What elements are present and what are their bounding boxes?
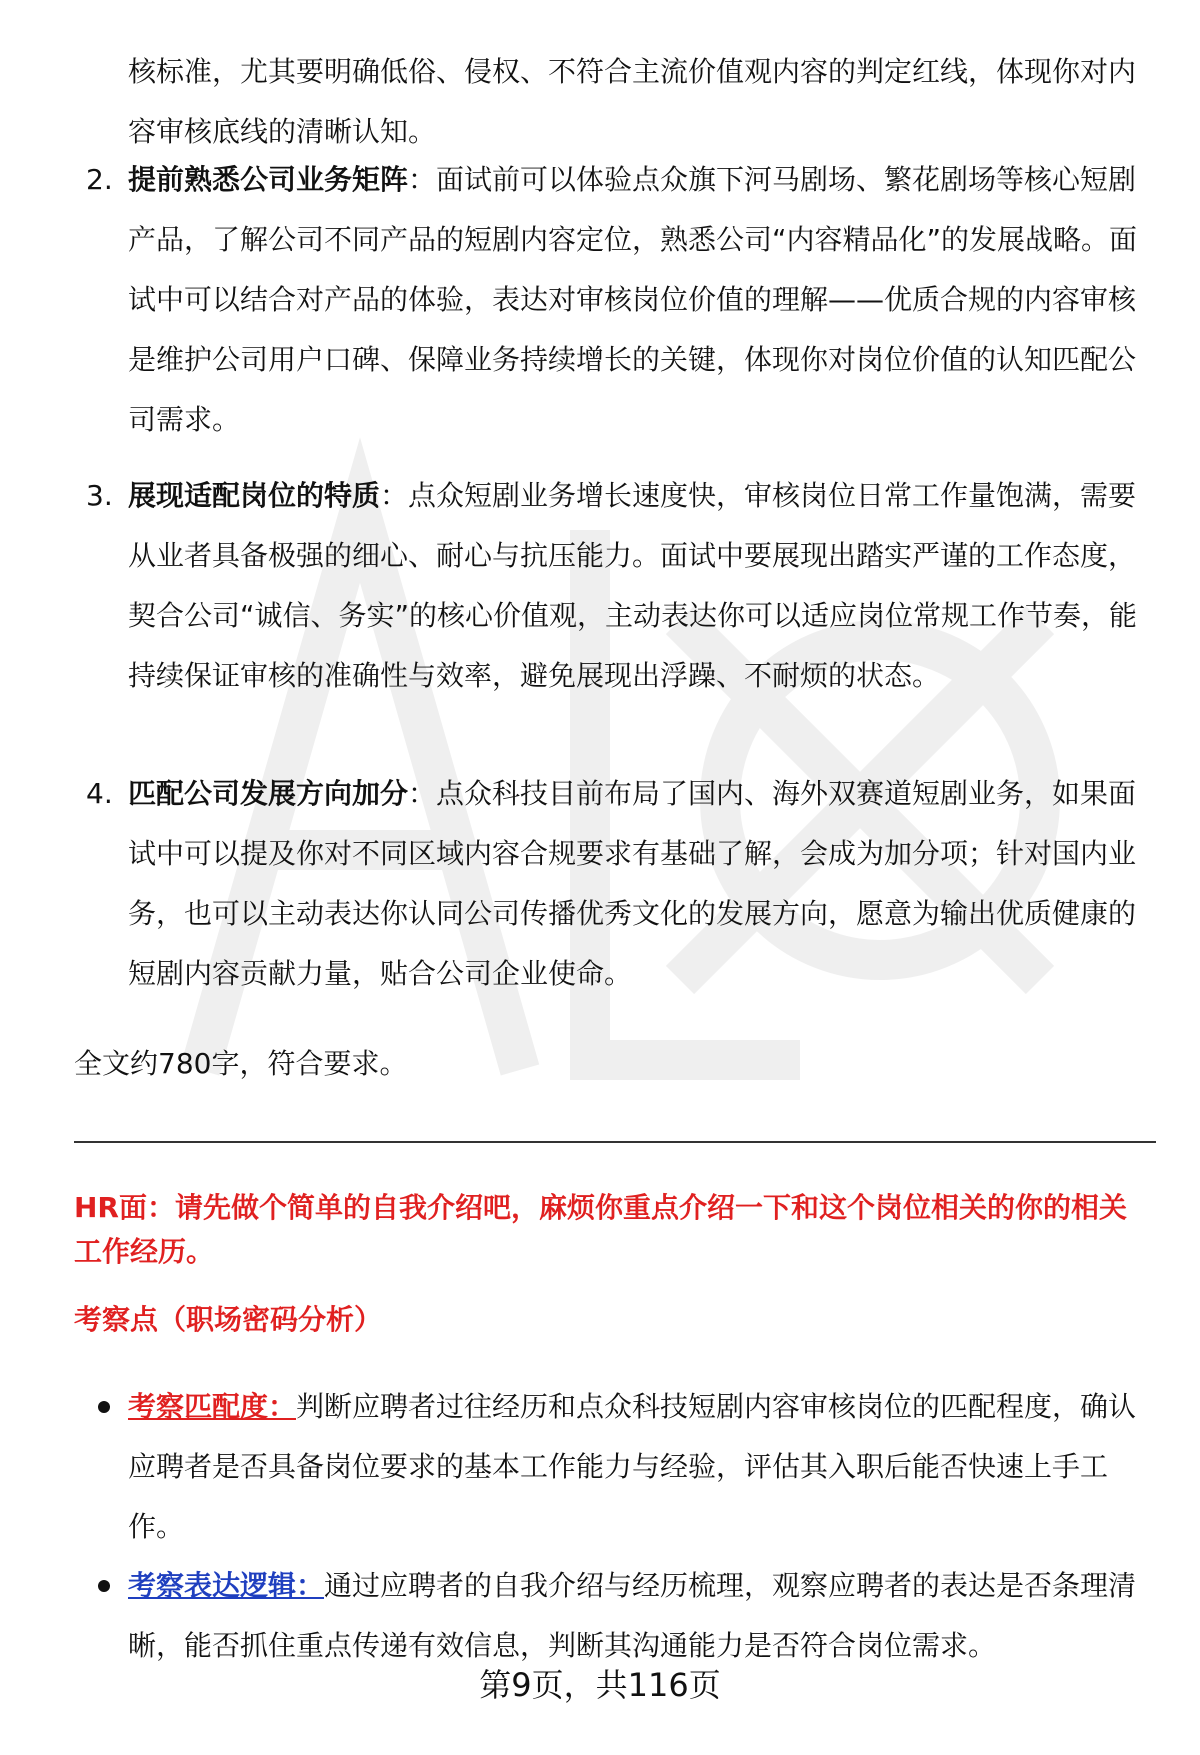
list-item-3-number: 3.: [86, 479, 113, 512]
list-item-2-number: 2.: [86, 163, 113, 196]
list-item-3-title: 展现适配岗位的特质: [128, 479, 381, 512]
bullet-label-match[interactable]: 考察匹配度：: [128, 1390, 297, 1423]
bullet-dot: [98, 1580, 110, 1592]
list-item-4-title: 匹配公司发展方向加分: [128, 777, 409, 810]
list-item-4-number: 4.: [86, 777, 113, 810]
list-item-4-sep: ：: [408, 777, 437, 810]
list-item-2: [128, 150, 1148, 450]
section-divider: [74, 1141, 1156, 1143]
list-item-3-sep: ：: [380, 479, 409, 512]
bullet-item-logic: [128, 1556, 1148, 1676]
list-item-1-continuation: 核标准，尤其要明确低俗、侵权、不符合主流价值观内容的判定红线，体现你对内容审核底线的清晰认知。: [128, 55, 1137, 148]
bullet-label-logic[interactable]: 考察表达逻辑：: [128, 1569, 325, 1602]
hr-question-heading: HR面：请先做个简单的自我介绍吧，麻烦你重点介绍一下和这个岗位相关的你的相关工作经历。: [74, 1191, 1127, 1268]
bullet-item-match: [128, 1377, 1148, 1557]
word-count-note: 全文约780字，符合要求。: [74, 1047, 408, 1080]
list-item-3-body: 点众短剧业务增长速度快，审核岗位日常工作量饱满，需要从业者具备极强的细心、耐心与抗压能力。面试中要展现出踏实严谨的工作态度，契合公司“诚信、务实”的核心价值观，主动表达你可以适应岗位常规工作节奏，能持续保证审核的准确性与效率，避免展现出浮躁、不耐烦的状态。: [128, 479, 1138, 692]
list-item-3: [128, 466, 1148, 706]
bullet-body-logic: 通过应聘者的自我介绍与经历梳理，观察应聘者的表达是否条理清晰，能否抓住重点传递有效信息，判断其沟通能力是否符合岗位需求。: [128, 1569, 1137, 1662]
list-item-2-title: 提前熟悉公司业务矩阵: [128, 163, 409, 196]
list-item-4: [128, 764, 1148, 1004]
list-item-2-sep: ：: [408, 163, 437, 196]
page-footer: 第9页，共116页: [479, 1666, 721, 1704]
list-item-4-body: 点众科技目前布局了国内、海外双赛道短剧业务，如果面试中可以提及你对不同区域内容合规要求有基础了解，会成为加分项；针对国内业务，也可以主动表达你认同公司传播优秀文化的发展方向，愿意为输出优质健康的短剧内容贡献力量，贴合公司企业使命。: [128, 777, 1137, 990]
analysis-section-heading: 考察点（职场密码分析）: [74, 1303, 383, 1336]
bullet-body-match: 判断应聘者过往经历和点众科技短剧内容审核岗位的匹配程度，确认应聘者是否具备岗位要求的基本工作能力与经验，评估其入职后能否快速上手工作。: [128, 1390, 1137, 1543]
bullet-dot: [98, 1401, 110, 1413]
list-item-2-body: 面试前可以体验点众旗下河马剧场、繁花剧场等核心短剧产品，了解公司不同产品的短剧内容定位，熟悉公司“内容精品化”的发展战略。面试中可以结合对产品的体验，表达对审核岗位价值的理解——优质合规的内容审核是维护公司用户口碑、保障业务持续增长的关键，体现你对岗位价值的认知匹配公司需求。: [128, 163, 1138, 436]
